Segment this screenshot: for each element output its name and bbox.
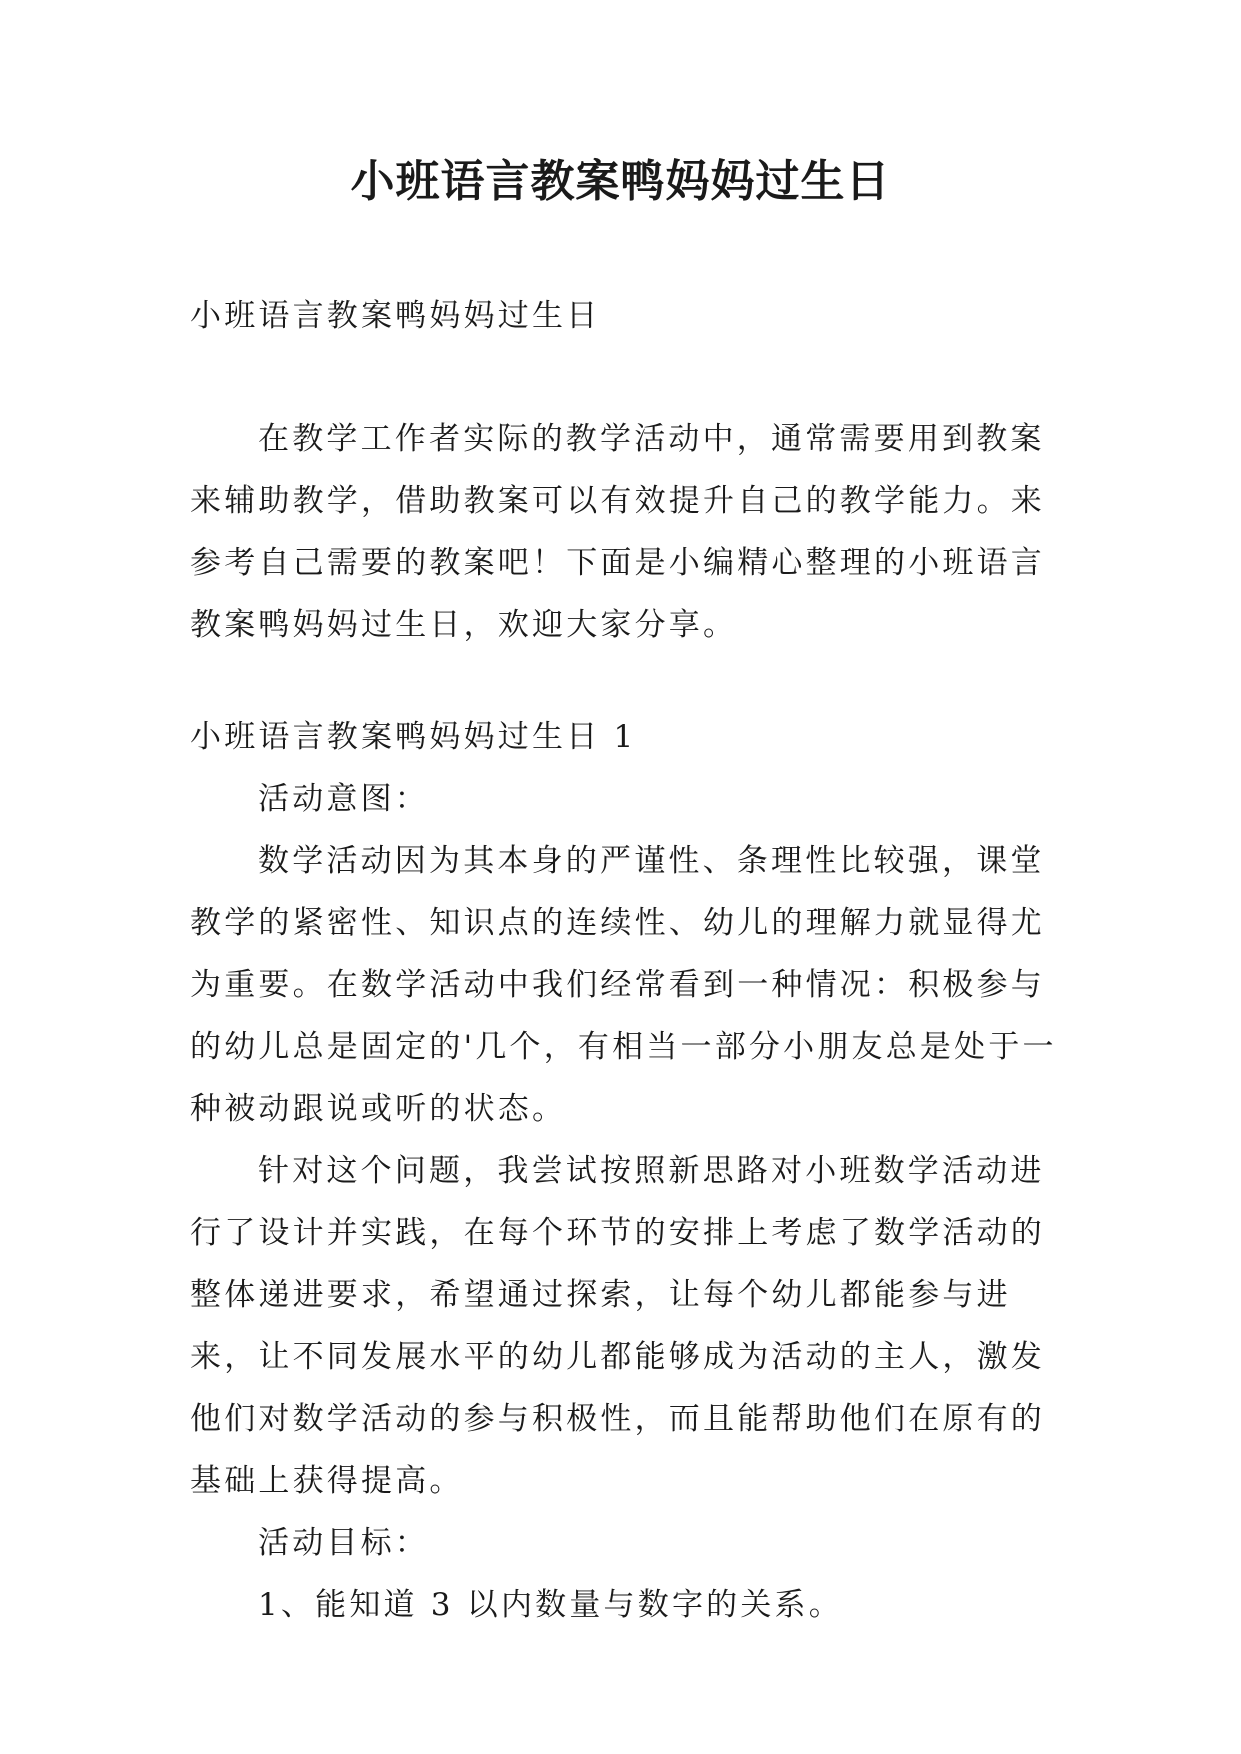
intent-label: 活动意图：	[258, 781, 429, 817]
goal-label: 活动目标：	[258, 1525, 429, 1561]
intent-paragraph-1: 数学活动因为其本身的严谨性、条理性比较强，课堂教学的紧密性、知识点的连续性、幼儿的理解力就显得尤为重要。在数学活动中我们经常看到一种情况：积极参与的幼儿总是固定的'几个，有相当一部分小朋友总是处于一种被动跟说或听的状态。	[190, 843, 1057, 1127]
document-title: 小班语言教案鸭妈妈过生日	[350, 156, 891, 207]
section-heading: 小班语言教案鸭妈妈过生日 1	[190, 719, 637, 755]
intro-paragraph: 在教学工作者实际的教学活动中，通常需要用到教案来辅助教学，借助教案可以有效提升自己的教学能力。来参考自己需要的教案吧！下面是小编精心整理的小班语言教案鸭妈妈过生日，欢迎大家分享。	[190, 421, 1045, 643]
section-1	[190, 706, 1060, 1636]
intent-paragraph-2: 针对这个问题，我尝试按照新思路对小班数学活动进行了设计并实践，在每个环节的安排上考虑了数学活动的整体递进要求，希望通过探索，让每个幼儿都能参与进来，让不同发展水平的幼儿都能够成为活动的主人，激发他们对数学活动的参与积极性，而且能帮助他们在原有的基础上获得提高。	[190, 1153, 1045, 1499]
document-subtitle: 小班语言教案鸭妈妈过生日	[190, 298, 601, 334]
goal-item-1: 1、能知道 3 以内数量与数字的关系。	[258, 1587, 843, 1623]
